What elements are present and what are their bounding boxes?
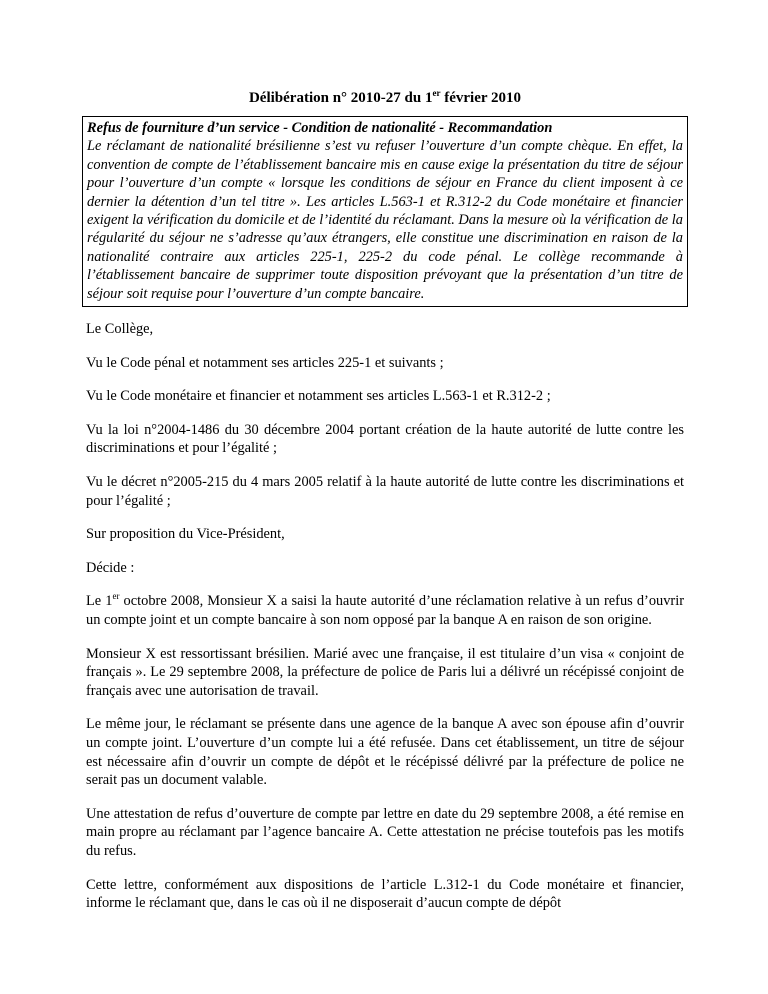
paragraph-college: Le Collège,: [86, 321, 154, 338]
title-ordinal: er: [432, 88, 441, 98]
summary-heading: Refus de fourniture d’un service - Condition de nationalité - Recommandation: [87, 120, 553, 136]
paragraph-ressortissant: Monsieur X est ressortissant brésilien. Marié avec une française, il est titulaire d’un visa « conjoint de français ». Le 29 septembre 2008, la préfecture de police de Paris lui a délivré un récépissé conjoint de français avec une autorisation de travail.: [86, 645, 684, 699]
paragraph-saisine: [86, 592, 684, 629]
title-date: février 2010: [440, 90, 522, 106]
paragraph-cette-lettre: Cette lettre, conformément aux dispositions de l’article L.312-1 du Code monétaire et financier, informe le réclamant que, dans le cas où il ne disposerait d’aucun compte de dépôt: [86, 876, 684, 912]
paragraph-vu-loi: Vu la loi n°2004-1486 du 30 décembre 2004 portant création de la haute autorité de lutte contre les discriminations et pour l’égalité ;: [86, 421, 684, 457]
saisine-ordinal: er: [112, 591, 120, 602]
paragraph-meme-jour: Le même jour, le réclamant se présente dans une agence de la banque A avec son épouse afin d’ouvrir un compte joint. L’ouverture d’un compte lui a été refusée. Dans cet établissement, un titre de séjour est nécessaire afin d’ouvrir un compte de dépôt et le récépissé délivré par la préfecture de police ne serait pas un document valable.: [86, 716, 684, 789]
document-title: [86, 88, 684, 108]
paragraph-vu-code-penal: Vu le Code pénal et notamment ses articles 225-1 et suivants ;: [86, 354, 444, 371]
paragraph-decide: Décide :: [86, 559, 135, 576]
summary-text: Le réclamant de nationalité brésilienne s’est vu refuser l’ouverture d’un compte chèque. En effet, la convention de compte de l’établissement bancaire mis en cause exige la présentation du titre de séjour pour l’ouverture d’un compte « lorsque les conditions de séjour en France du client imposent à ce dernier la détention d’un tel titre ». Les articles L.563-1 et R.312-2 du Code monétaire et financier exigent la vérification du domicile et de l’identité du réclamant. Dans la mesure où la vérification de la régularité du séjour ne s’adresse qu’aux étrangers, elle constitue une discrimination en raison de la nationalité contraire aux articles 225-1, 225-2 du code pénal. Le collège recommande à l’établissement bancaire de supprimer toute disposition prévoyant que la présentation d’un titre de séjour soit requise pour l’ouverture d’un compte bancaire.: [87, 138, 683, 302]
paragraph-proposition: Sur proposition du Vice-Président,: [86, 526, 285, 543]
saisine-rest: octobre 2008, Monsieur X a saisi la haute autorité d’une réclamation relative à un refus d’ouvrir un compte joint et un compte bancaire à son nom opposé par la banque A en raison de son origine.: [86, 593, 684, 628]
document-body: [86, 320, 684, 913]
paragraph-vu-decret: Vu le décret n°2005-215 du 4 mars 2005 relatif à la haute autorité de lutte contre les discriminations et pour l’égalité ;: [86, 474, 684, 509]
title-main: Délibération n° 2010-27 du 1: [248, 90, 433, 106]
summary-box: [82, 116, 688, 307]
paragraph-attestation: Une attestation de refus d’ouverture de compte par lettre en date du 29 septembre 2008, a été remise en main propre au réclamant par l’agence bancaire A. Cette attestation ne précise toutefois pas les motifs du refus.: [86, 805, 684, 859]
saisine-start: Le 1: [86, 593, 113, 610]
document-page: [86, 88, 684, 928]
paragraph-vu-code-monetaire: Vu le Code monétaire et financier et notamment ses articles L.563-1 et R.312-2 ;: [86, 388, 551, 405]
